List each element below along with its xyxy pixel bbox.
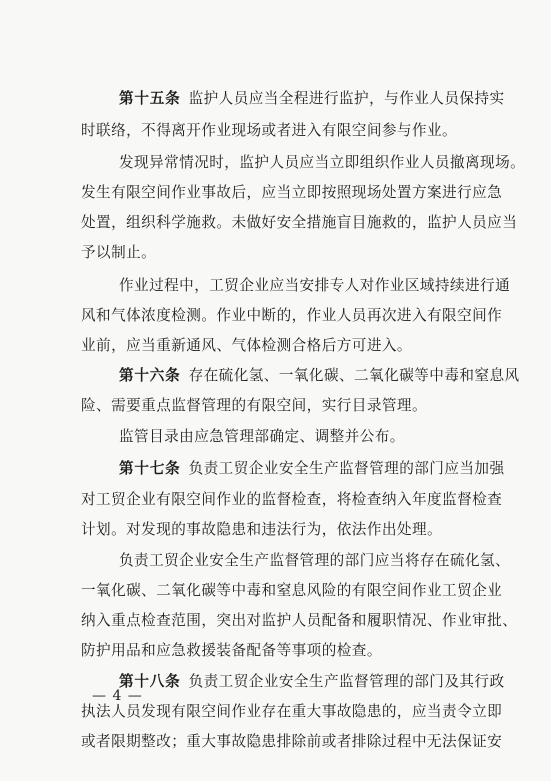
article-15-line-1 [119,89,505,109]
article-16-line-1 [119,366,520,386]
article-18-line-2: 执法人员发现有限空间作业存在重大事故隐患的，应当责令立即 [81,703,503,720]
article-16-text-1: 存在硫化氢、一氧化碳、二氧化碳等中毒和窒息风 [188,367,520,384]
article-18-text-1: 负责工贸企业安全生产监督管理的部门及其行政 [188,673,505,690]
article-17-line-2: 对工贸企业有限空间作业的监督检查，将检查纳入年度监督检查 [81,491,503,508]
article-15-p2-line-4: 予以制止。 [81,244,157,261]
article-15-p3-line-3: 业前，应当重新通风、气体检测合格后方可进入。 [81,337,412,354]
article-17-line-1 [119,459,505,479]
article-17-p2-line-3: 纳入重点检查范围，突出对监护人员配备和履职情况、作业审批、 [81,612,518,629]
article-15-label: 第十五条 [119,90,181,107]
article-15-p2-line-1: 发现异常情况时，监护人员应当立即组织作业人员撤离现场。 [119,154,526,171]
article-17-p2-line-2: 一氧化碳、二氧化碳等中毒和窒息风险的有限空间作业工贸企业 [81,582,503,599]
article-17-p2-line-1: 负责工贸企业安全生产监督管理的部门应当将存在硫化氢、 [119,552,511,569]
article-17-p2-line-4: 防护用品和应急救援装备配备等事项的检查。 [81,642,382,659]
article-16-label: 第十六条 [119,367,181,384]
article-15-p2-line-3: 处置，组织科学施救。未做好安全措施盲目施救的，监护人员应当 [81,214,518,231]
article-16-line-2: 险、需要重点监督管理的有限空间，实行目录管理。 [81,397,428,414]
article-17-text-1: 负责工贸企业安全生产监督管理的部门应当加强 [188,460,505,477]
article-16-p2-line-1: 监管目录由应急管理部确定、调整并公布。 [119,428,405,445]
article-18-label: 第十八条 [119,673,181,690]
article-15-line-2: 时联络，不得离开作业现场或者进入有限空间参与作业。 [81,122,458,139]
page-number: — 4 — [92,688,143,704]
article-15-p3-line-2: 风和气体浓度检测。作业中断的，作业人员再次进入有限空间作 [81,307,503,324]
article-15-text-1: 监护人员应当全程进行监护，与作业人员保持实 [188,90,505,107]
article-18-line-1 [119,672,505,692]
article-15-p2-line-2: 发生有限空间作业事故后，应当立即按照现场处置方案进行应急 [81,184,503,201]
article-18-line-3: 或者限期整改；重大事故隐患排除前或者排除过程中无法保证安 [81,733,503,750]
article-15-p3-line-1: 作业过程中，工贸企业应当安排专人对作业区域持续进行通 [119,277,511,294]
article-17-label: 第十七条 [119,460,181,477]
article-17-line-3: 计划。对发现的事故隐患和违法行为，依法作出处理。 [81,521,443,538]
